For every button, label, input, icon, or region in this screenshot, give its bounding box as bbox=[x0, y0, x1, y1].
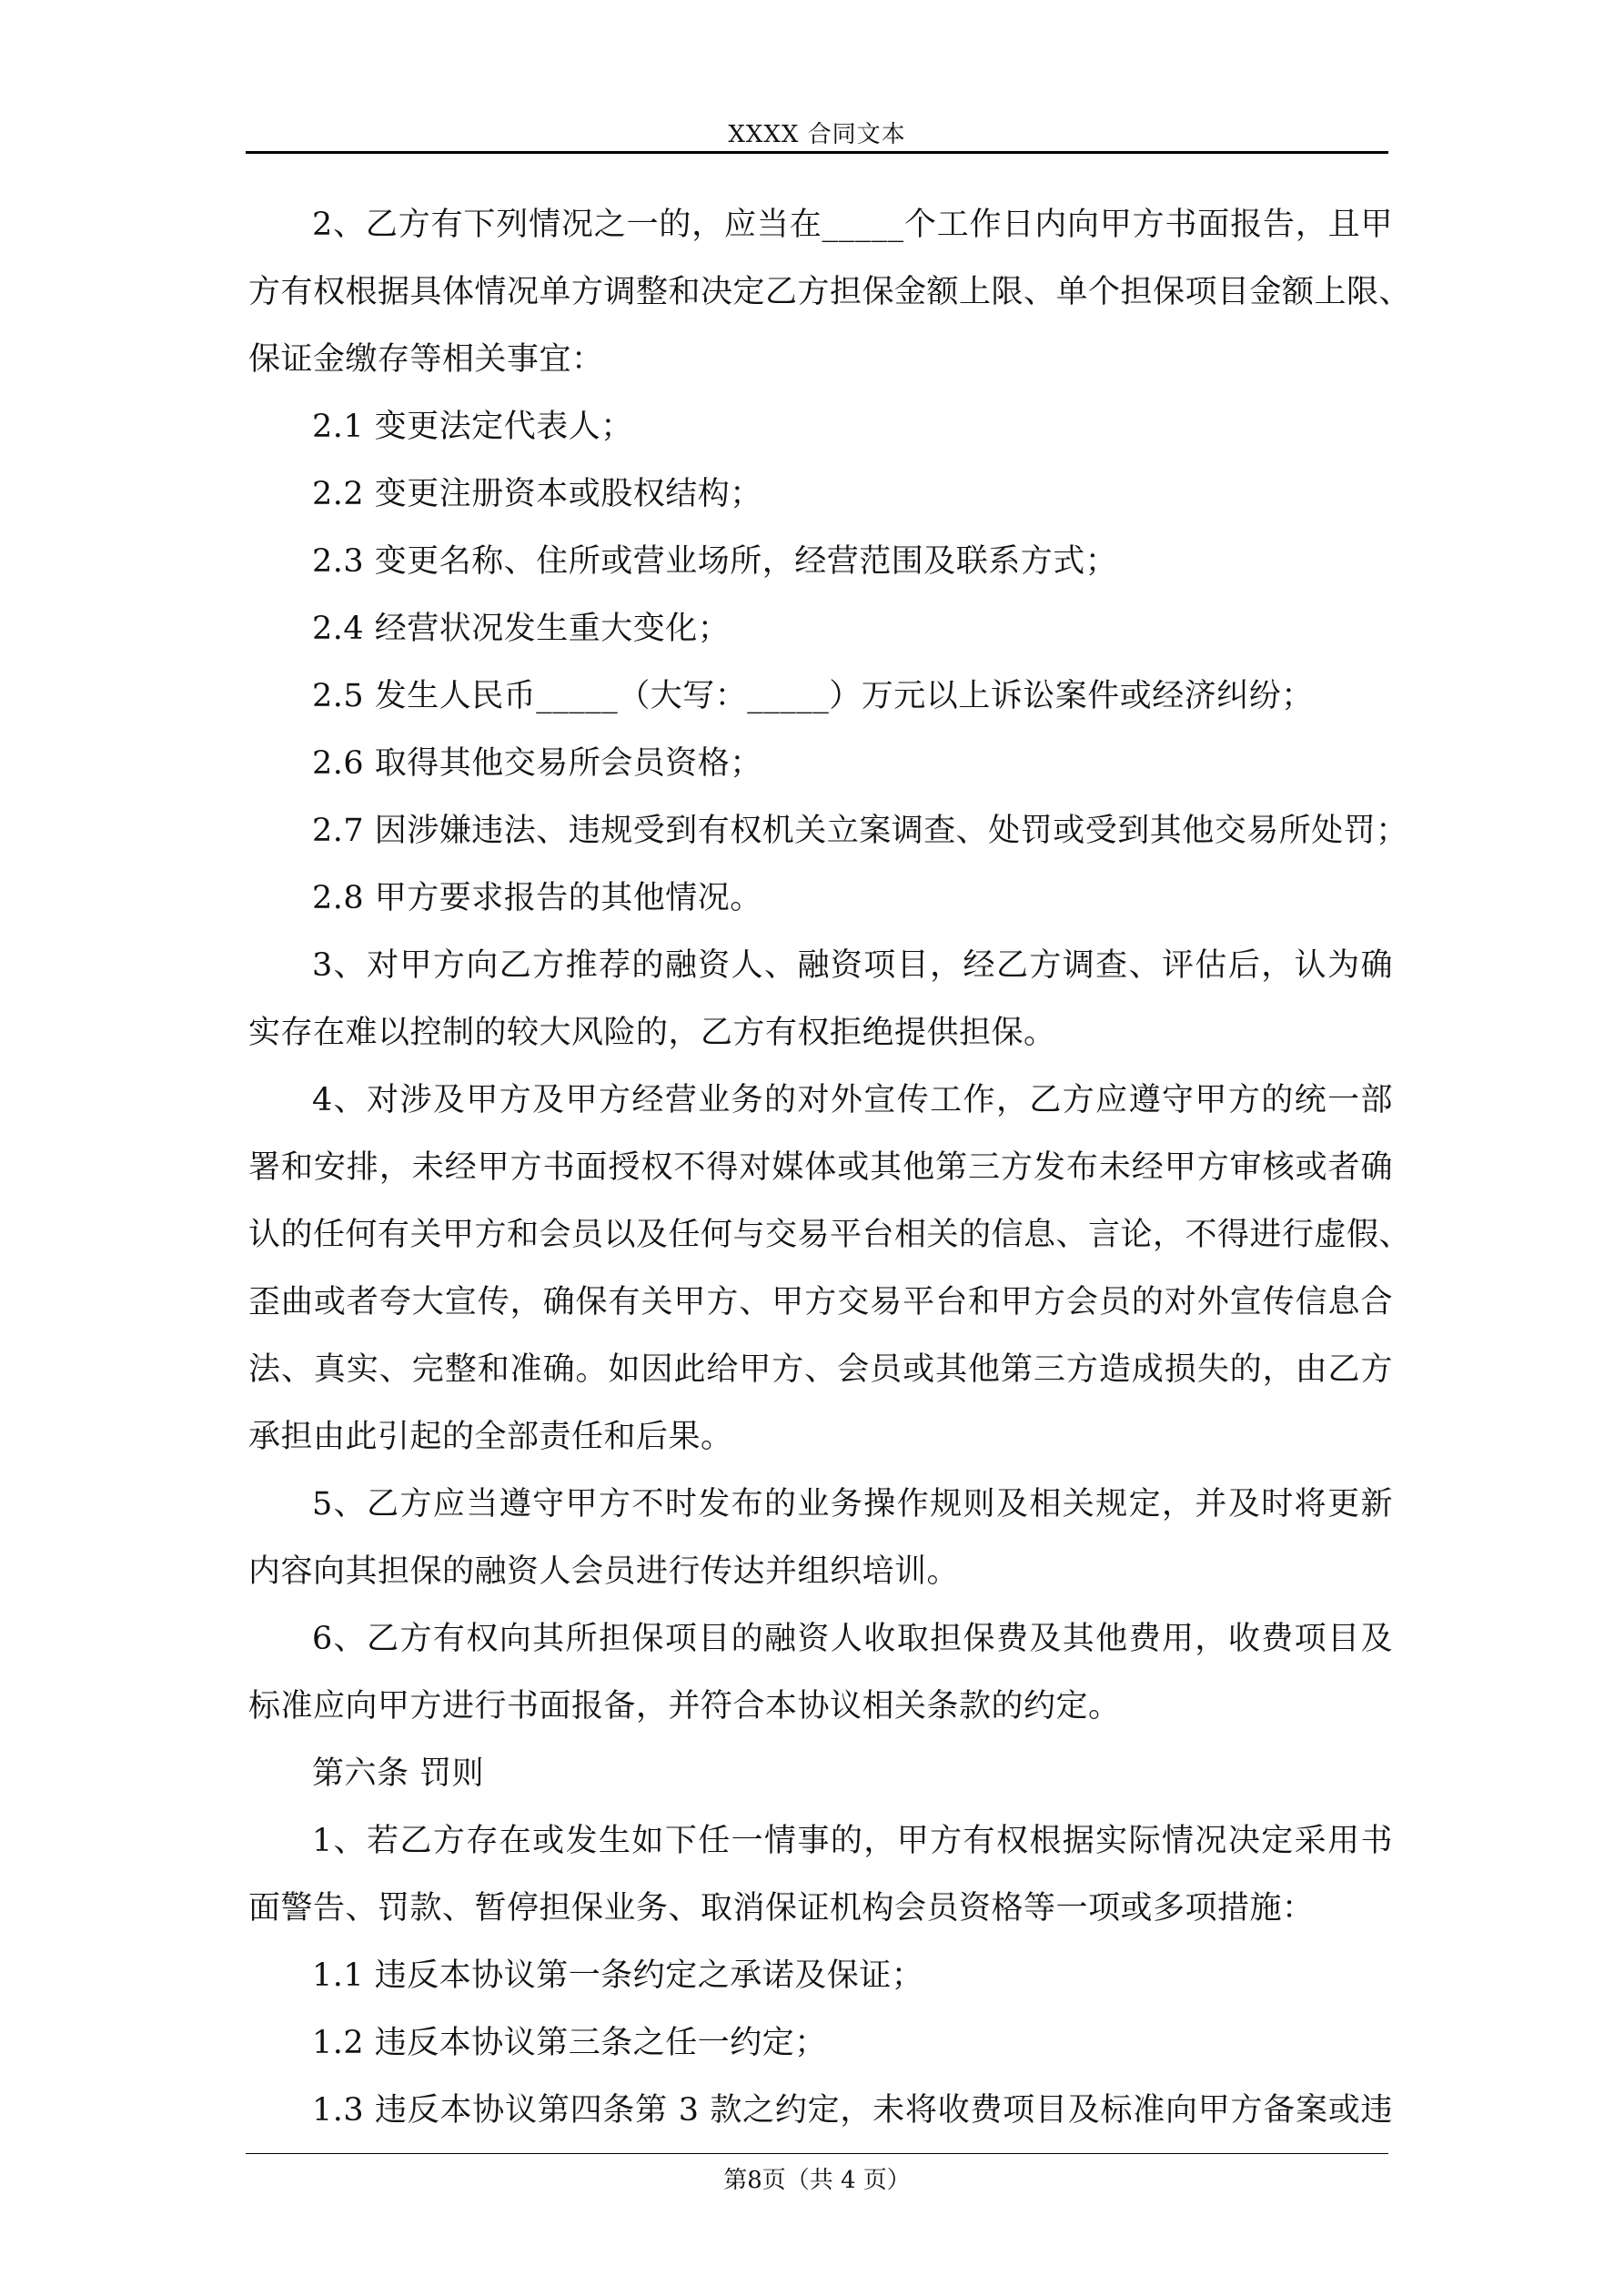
paragraph-line: 1、若乙方存在或发生如下任一情事的，甲方有权根据实际情况决定采用书 bbox=[312, 1823, 1393, 1859]
paragraph-line: 3、对甲方向乙方推荐的融资人、融资项目，经乙方调查、评估后，认为确 bbox=[312, 947, 1393, 984]
paragraph-line: 5、乙方应当遵守甲方不时发布的业务操作规则及相关规定，并及时将更新 bbox=[312, 1486, 1393, 1522]
paragraph-line: 保证金缴存等相关事宜： bbox=[248, 341, 604, 378]
list-item: 2.6 取得其他交易所会员资格； bbox=[312, 745, 762, 782]
paragraph-line: 承担由此引起的全部责任和后果。 bbox=[248, 1419, 733, 1455]
paragraph-line: 法、真实、完整和准确。如因此给甲方、会员或其他第三方造成损失的，由乙方 bbox=[248, 1351, 1393, 1388]
footer-rule bbox=[246, 2153, 1388, 2154]
paragraph-line: 方有权根据具体情况单方调整和决定乙方担保金额上限、单个担保项目金额上限、 bbox=[248, 274, 1412, 310]
list-item: 2.3 变更名称、住所或营业场所，经营范围及联系方式； bbox=[312, 543, 1118, 580]
paragraph-line: 歪曲或者夸大宣传，确保有关甲方、甲方交易平台和甲方会员的对外宣传信息合 bbox=[248, 1284, 1393, 1320]
paragraph-line: 署和安排，未经甲方书面授权不得对媒体或其他第三方发布未经甲方审核或者确 bbox=[248, 1149, 1393, 1186]
list-item: 2.7 因涉嫌违法、违规受到有权机关立案调查、处罚或受到其他交易所处罚； bbox=[312, 813, 1408, 849]
list-item: 2.4 经营状况发生重大变化； bbox=[312, 611, 731, 647]
paragraph-line: 面警告、罚款、暂停担保业务、取消保证机构会员资格等一项或多项措施： bbox=[248, 1890, 1315, 1927]
paragraph-line: 2、乙方有下列情况之一的，应当在_____个工作日内向甲方书面报告，且甲 bbox=[312, 207, 1393, 243]
list-item: 2.2 变更注册资本或股权结构； bbox=[312, 476, 762, 512]
list-item: 2.5 发生人民币_____（大写：_____）万元以上诉讼案件或经济纠纷； bbox=[312, 678, 1314, 714]
list-item: 1.1 违反本协议第一条约定之承诺及保证； bbox=[312, 1957, 924, 1994]
paragraph-line: 标准应向甲方进行书面报备，并符合本协议相关条款的约定。 bbox=[248, 1688, 1121, 1725]
list-item: 2.8 甲方要求报告的其他情况。 bbox=[312, 880, 762, 916]
header-rule bbox=[246, 151, 1388, 154]
page-header-title: XXXX 合同文本 bbox=[728, 121, 906, 148]
paragraph-line: 6、乙方有权向其所担保项目的融资人收取担保费及其他费用，收费项目及 bbox=[312, 1621, 1393, 1657]
list-item: 1.3 违反本协议第四条第 3 款之约定，未将收费项目及标准向甲方备案或违 bbox=[312, 2092, 1393, 2129]
paragraph-line: 实存在难以控制的较大风险的，乙方有权拒绝提供担保。 bbox=[248, 1015, 1056, 1051]
list-item: 1.2 违反本协议第三条之任一约定； bbox=[312, 2025, 827, 2061]
section-heading: 第六条 罚则 bbox=[312, 1755, 485, 1792]
paragraph-line: 认的任何有关甲方和会员以及任何与交易平台相关的信息、言论，不得进行虚假、 bbox=[248, 1217, 1412, 1253]
page-number: 第8页（共 4 页） bbox=[723, 2167, 911, 2194]
paragraph-line: 4、对涉及甲方及甲方经营业务的对外宣传工作，乙方应遵守甲方的统一部 bbox=[312, 1082, 1393, 1118]
paragraph-line: 内容向其担保的融资人会员进行传达并组织培训。 bbox=[248, 1553, 960, 1590]
document-body bbox=[248, 191, 1412, 2144]
list-item: 2.1 变更法定代表人； bbox=[312, 409, 633, 445]
